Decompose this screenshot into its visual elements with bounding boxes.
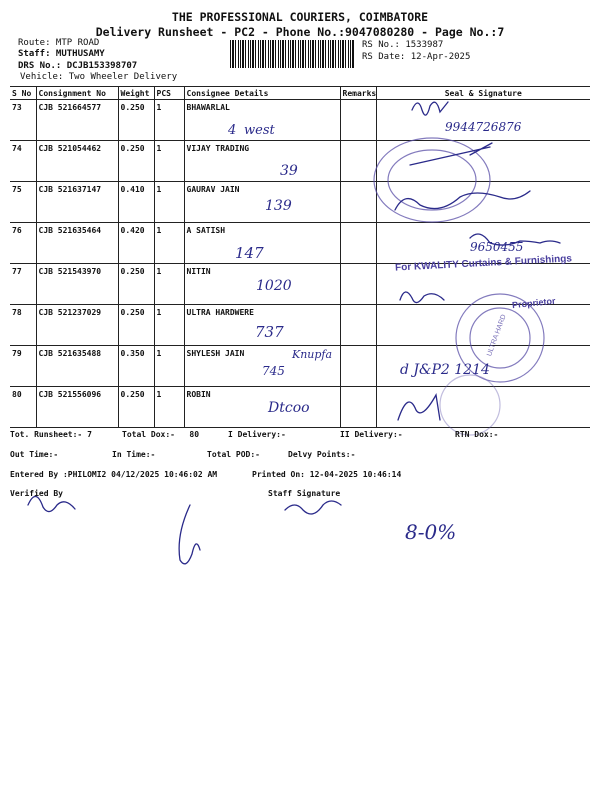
row-weight: 0.250 [118, 264, 154, 305]
drs-number: DRS No.: DCJB153398707 [18, 61, 138, 71]
col-weight: Weight [118, 87, 154, 100]
handwritten-note: 147 [235, 244, 264, 262]
row-consignment: CJB 521635488 [36, 346, 118, 387]
row-consignment: CJB 521556096 [36, 387, 118, 428]
handwritten-phone: 9944726876 [445, 120, 522, 134]
row-weight: 0.420 [118, 223, 154, 264]
tot-runsheet: Tot. Runsheet:- 7 [10, 430, 92, 439]
staff-signature-mark [285, 501, 341, 514]
handwritten-note: 745 [262, 364, 285, 378]
handwritten-signature: d J&P2 1214 [400, 362, 490, 378]
row-consignee: SHYLESH JAIN [184, 346, 340, 387]
row-consignment: CJB 521237029 [36, 305, 118, 346]
row-consignee: ULTRA HARDWERE [184, 305, 340, 346]
total-pod: Total POD:- [207, 450, 260, 459]
row-consignee: VIJAY TRADING [184, 141, 340, 182]
rtn-dox: RTN Dox:- [455, 430, 499, 439]
signature-row77 [400, 292, 444, 303]
row-pcs: 1 [154, 346, 184, 387]
signature-row75 [395, 191, 530, 210]
row-weight: 0.350 [118, 346, 154, 387]
col-sno: S No [10, 87, 36, 100]
row-sno: 77 [10, 264, 36, 305]
row-pcs: 1 [154, 223, 184, 264]
row-consignee: NITIN [184, 264, 340, 305]
runsheet-subtitle: Delivery Runsheet - PC2 - Phone No.:9047080280 - Page No.:7 [95, 25, 505, 39]
company-title: THE PROFESSIONAL COURIERS, COIMBATORE [171, 10, 429, 24]
kwality-stamp: For KWALITY Curtains & Furnishings [394, 253, 573, 274]
row-weight: 0.250 [118, 100, 154, 141]
col-remarks: Remarks [340, 87, 376, 100]
signature-row73 [412, 102, 448, 115]
col-signature: Seal & Signature [376, 87, 590, 100]
total-dox: Total Dox:- 80 [122, 430, 200, 439]
row-consignment: CJB 521637147 [36, 182, 118, 223]
handwritten-note: 1020 [256, 278, 292, 294]
rs-date: RS Date: 12-Apr-2025 [362, 52, 471, 62]
ii-delivery: II Delivery:- [340, 430, 403, 439]
i-delivery: I Delivery:- [228, 430, 286, 439]
row-weight: 0.250 [118, 305, 154, 346]
handwritten-note: 8-0% [405, 520, 457, 544]
row-consignment: CJB 521635464 [36, 223, 118, 264]
staff-signature-label: Staff Signature [268, 489, 341, 498]
row-consignee: A SATISH [184, 223, 340, 264]
handwritten-phone: 9650455 [470, 240, 524, 254]
vehicle-label: Vehicle: Two Wheeler Delivery [20, 72, 178, 82]
handwritten-note: 4 west [228, 123, 275, 138]
printed-on: Printed On: 12-04-2025 10:46:14 [252, 470, 402, 479]
ultra-stamp-text: ULTRA HARD [486, 313, 508, 358]
signature-row80 [398, 395, 440, 420]
col-pcs: PCS [154, 87, 184, 100]
row-weight: 0.410 [118, 182, 154, 223]
handwritten-note: 39 [280, 163, 298, 179]
row-consignment: CJB 521543970 [36, 264, 118, 305]
col-consignee: Consignee Details [184, 87, 340, 100]
out-time: Out Time:- [10, 450, 59, 459]
row-sno: 75 [10, 182, 36, 223]
row-consignee: GAURAV JAIN [184, 182, 340, 223]
faint-stamp [440, 375, 500, 435]
row-consignee: ROBIN [184, 387, 340, 428]
handwritten-note: 737 [255, 323, 284, 341]
row-pcs: 1 [154, 264, 184, 305]
row-sno: 74 [10, 141, 36, 182]
row-consignee: BHAWARLAL [184, 100, 340, 141]
row-pcs: 1 [154, 100, 184, 141]
verified-by: Verified By [10, 489, 63, 498]
row-consignment: CJB 521054462 [36, 141, 118, 182]
row-pcs: 1 [154, 141, 184, 182]
proprietor-stamp: Proprietor [511, 295, 556, 311]
row-pcs: 1 [154, 182, 184, 223]
rs-number: RS No.: 1533987 [362, 40, 444, 50]
row-pcs: 1 [154, 305, 184, 346]
row-weight: 0.250 [118, 141, 154, 182]
supervisor-signature [179, 505, 200, 564]
row-sno: 78 [10, 305, 36, 346]
staff-label: Staff: MUTHUSAMY [18, 49, 105, 59]
row-pcs: 1 [154, 387, 184, 428]
signature-row74 [410, 143, 492, 165]
col-consignment: Consignment No [36, 87, 118, 100]
handwritten-note: 139 [265, 198, 292, 214]
handwritten-note: Knupfa [292, 348, 333, 361]
route-label: Route: MTP ROAD [18, 38, 100, 48]
row-sno: 76 [10, 223, 36, 264]
delvy-points: Delvy Points:- [288, 450, 356, 459]
row-consignment: CJB 521664577 [36, 100, 118, 141]
row-sno: 79 [10, 346, 36, 387]
row-sno: 73 [10, 100, 36, 141]
in-time: In Time:- [112, 450, 156, 459]
handwritten-note: Dtcoo [268, 400, 310, 416]
verified-signature [28, 496, 75, 511]
row-weight: 0.250 [118, 387, 154, 428]
row-sno: 80 [10, 387, 36, 428]
entered-by: Entered By :PHILOMI2 04/12/2025 10:46:02 AM [10, 470, 218, 479]
